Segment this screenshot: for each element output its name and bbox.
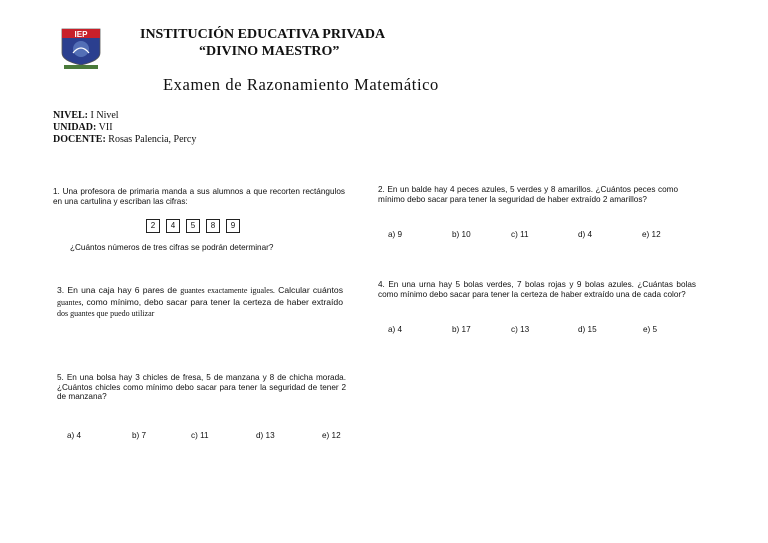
digit-card: 4	[166, 219, 180, 233]
nivel-value: I Nivel	[88, 110, 119, 121]
digit-card: 8	[206, 219, 220, 233]
docente-line	[53, 134, 196, 145]
institution-name: INSTITUCIÓN EDUCATIVA PRIVADA	[140, 27, 386, 42]
unidad-value: VII	[96, 122, 113, 133]
option-b: b) 17	[452, 325, 471, 334]
question-3-text	[57, 285, 343, 320]
digit-cards	[146, 219, 240, 233]
nivel-label: NIVEL:	[53, 110, 89, 121]
q3-part: 3. En una caja hay 6 pares de	[57, 285, 181, 295]
institution-subtitle: “DIVINO MAESTRO”	[199, 44, 340, 59]
option-a: a) 4	[67, 431, 82, 440]
nivel-line	[53, 110, 119, 121]
digit-card: 2	[146, 219, 160, 233]
question-4-text: 4. En una urna hay 5 bolas verdes, 7 bolas rojas y 9 bolas azules. ¿Cuántas bolas como mínimo debo sacar para tener la certeza de haber extraído una de cada color?	[378, 280, 696, 299]
option-e: e) 12	[642, 230, 661, 239]
school-logo	[58, 27, 104, 71]
q3-part: dos guantes que puedo utilizar	[57, 309, 155, 318]
exam-title: Examen de Razonamiento Matemático	[163, 75, 439, 94]
option-a: a) 4	[388, 325, 403, 334]
unidad-line	[53, 122, 113, 133]
question-5-text: 5. En una bolsa hay 3 chicles de fresa, 5 de manzana y 8 de chicha morada. ¿Cuántos chicles como mínimo debo sacar para tener la seguridad de tener 2 de manzana?	[57, 373, 346, 402]
q3-part: Calcular cuántos	[274, 285, 343, 295]
option-d: d) 15	[578, 325, 597, 334]
docente-value: Rosas Palencia, Percy	[105, 134, 197, 145]
logo-text: IEP	[74, 30, 88, 39]
option-b: b) 10	[452, 230, 471, 239]
digit-card: 5	[186, 219, 200, 233]
option-d: d) 13	[256, 431, 275, 440]
question-2-text: 2. En un balde hay 4 peces azules, 5 verdes y 8 amarillos. ¿Cuántos peces como mínimo debo sacar para tener la seguridad de haber extraído 2 amarillos?	[378, 185, 678, 204]
option-d: d) 4	[578, 230, 593, 239]
docente-label: DOCENTE:	[53, 134, 106, 145]
option-c: c) 11	[511, 230, 529, 239]
digit-card: 9	[226, 219, 240, 233]
option-c: c) 13	[511, 325, 530, 334]
option-a: a) 9	[388, 230, 403, 239]
option-b: b) 7	[132, 431, 147, 440]
q3-part: guantes exactamente iguales.	[180, 286, 275, 295]
option-c: c) 11	[191, 431, 209, 440]
unidad-label: UNIDAD:	[53, 122, 97, 133]
question-1-prompt: ¿Cuántos números de tres cifras se podrán determinar?	[70, 243, 274, 252]
option-e: e) 5	[643, 325, 658, 334]
q3-part: guantes,	[57, 297, 84, 307]
question-1-text: 1. Una profesora de primaria manda a sus alumnos a que recorten rectángulos en una cartulina y escriban las cifras:	[53, 187, 345, 206]
option-e: e) 12	[322, 431, 341, 440]
q3-part: como mínimo, debo sacar para tener la certeza de haber extraído	[83, 296, 343, 307]
